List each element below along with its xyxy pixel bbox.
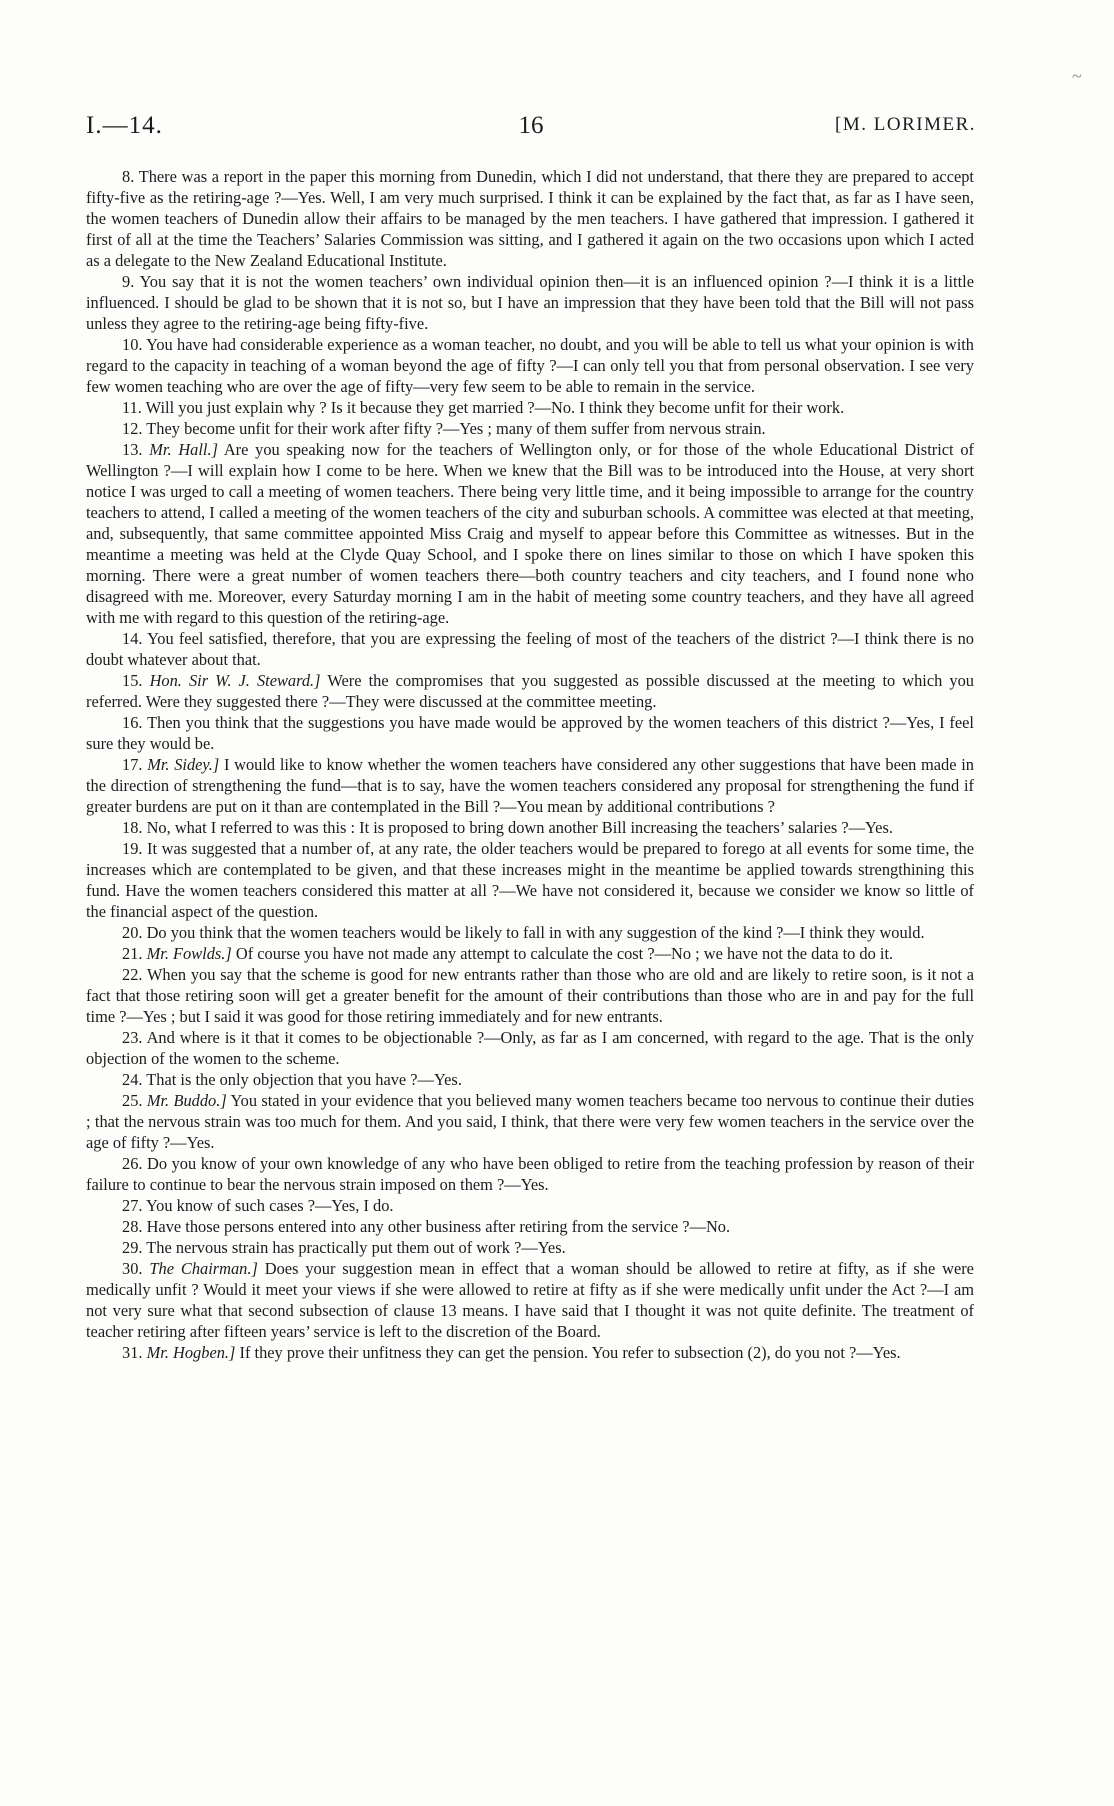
paragraph-text: 18. No, what I referred to was this : It is proposed to bring down another Bill increasing the teachers’ salaries ?—Yes. [122,818,893,837]
question-number: 30. [122,1259,143,1278]
paragraph-text: 9. You say that it is not the women teachers’ own individual opinion then—it is an influenced opinion ?—I think it is a little influenced. I should be glad to be shown that it is not so, but I have an impression that they have been told that the Bill will not pass unless they agree to the retiring-age being fifty-five. [86,272,974,333]
speaker-name: Mr. Buddo.] [146,1091,227,1110]
question-paragraph [86,166,974,271]
question-number: 21. [122,944,143,963]
question-paragraph [86,922,974,943]
question-paragraph [86,1216,974,1237]
paragraph-text: I would like to know whether the women teachers have considered any other suggestions that have been made in the direction of strengthening the fund—that is to say, have the women teachers considered any proposal for strengthening the fund if greater burdens are put on it than are contemplated in the Bill ?—You mean by additional contributions ? [86,755,974,816]
scan-mark: ~ [1072,66,1082,86]
paragraph-text: 23. And where is it that it comes to be objectionable ?—Only, as far as I am concerned, with regard to the age. That is the only objection of the women to the scheme. [86,1028,974,1068]
paragraph-text: 22. When you say that the scheme is good for new entrants rather than those who are old and are likely to retire soon, is it not a fact that those retiring soon will get a greater benefit for the amount of their contributions than those who are in and pay for the full time ?—Yes ; but I said it was good for those retiring immediately and for new entrants. [86,965,974,1026]
document-body [86,166,974,1363]
question-number: 15. [122,671,143,690]
paragraph-text: Were the compromises that you suggested as possible discussed at the meeting to which you referred. Were they suggested there ?—They were discussed at the committee meeting. [86,671,974,711]
question-paragraph [86,712,974,754]
question-paragraph [86,397,974,418]
question-number: 25. [122,1091,143,1110]
speaker-name: Mr. Hogben.] [146,1343,236,1362]
paragraph-text: Are you speaking now for the teachers of Wellington only, or for those of the whole Educational District of Wellington ?—I will explain how I come to be here. When we knew that the Bill was to be introduced into the House, at very short notice I was urged to call a meeting of women teachers. There being very little time, and it being impossible to arrange for the country teachers to attend, I called a meeting of the women teachers of the city and suburban schools. A committee was elected at that meeting, and, subsequently, that same committee appointed Miss Craig and myself to appear before this Committee as witnesses. But in the meantime a meeting was held at the Clyde Quay School, and I spoke there on lines similar to those on which I have spoken this morning. There were a great number of women teachers there—both country teachers and city teachers, and I found none who disagreed with me. Moreover, every Saturday morning I am in the habit of meeting some country teachers, and they have all agreed with me with regard to this question of the retiring-age. [86,440,974,627]
question-number: 13. [122,440,143,459]
question-paragraph [86,1237,974,1258]
speaker-name: Mr. Hall.] [149,440,218,459]
question-paragraph [86,1090,974,1153]
paragraph-text: 14. You feel satisfied, therefore, that you are expressing the feeling of most of the teachers of the district ?—I think there is no doubt whatever about that. [86,629,974,669]
question-paragraph [86,1342,974,1363]
paragraph-text: 19. It was suggested that a number of, at any rate, the older teachers would be prepared to forego at all events for some time, the increases which are contemplated to be given, and that these increases might in the meantime be applied towards strengthining this fund. Have the women teachers considered this matter at all ?—We have not considered it, because we consider we know so little of the financial aspect of the question. [86,839,974,921]
paragraph-text: 11. Will you just explain why ? Is it because they get married ?—No. I think they become unfit for their work. [122,398,845,417]
paragraph-text: 16. Then you think that the suggestions you have made would be approved by the women teachers of this district ?—Yes, I feel sure they would be. [86,713,974,753]
speaker-name: Mr. Fowlds.] [146,944,232,963]
question-paragraph [86,439,974,628]
paragraph-text: 29. The nervous strain has practically put them out of work ?—Yes. [122,1238,566,1257]
paragraph-text: 27. You know of such cases ?—Yes, I do. [122,1196,394,1215]
question-paragraph [86,334,974,397]
question-paragraph [86,1153,974,1195]
paragraph-text: You stated in your evidence that you believed many women teachers became too nervous to continue their duties ; that the nervous strain was too much for them. And you said, I think, that there were very few women teachers in the service over the age of fifty ?—Yes. [86,1091,974,1152]
question-paragraph [86,964,974,1027]
question-paragraph [86,1069,974,1090]
paragraph-text: 24. That is the only objection that you have ?—Yes. [122,1070,462,1089]
witness-name: [M. LORIMER. [835,114,976,135]
question-paragraph [86,670,974,712]
speaker-name: Mr. Sidey.] [147,755,220,774]
question-paragraph [86,943,974,964]
paragraph-text: 28. Have those persons entered into any other business after retiring from the service ?—No. [122,1217,731,1236]
question-paragraph [86,1258,974,1342]
page-header [86,112,976,148]
page-number: 16 [518,112,544,139]
paragraph-text: 26. Do you know of your own knowledge of any who have been obliged to retire from the teaching profession by reason of their failure to continue to bear the nervous strain imposed on them ?—Yes. [86,1154,974,1194]
question-paragraph [86,1027,974,1069]
paragraph-text: 10. You have had considerable experience as a woman teacher, no doubt, and you will be able to tell us what your opinion is with regard to the capacity in teaching of a woman beyond the age of fifty ?—I can only tell you that from personal observation. I see very few women teaching who are over the age of fifty—very few seem to be able to remain in the service. [86,335,974,396]
paragraph-text: 12. They become unfit for their work after fifty ?—Yes ; many of them suffer from nervous strain. [122,419,766,438]
speaker-name: Hon. Sir W. J. Steward.] [149,671,321,690]
question-paragraph [86,418,974,439]
paragraph-text: Of course you have not made any attempt to calculate the cost ?—No ; we have not the data to do it. [235,944,894,963]
paragraph-text: 8. There was a report in the paper this morning from Dunedin, which I did not understand, that there they are prepared to accept fifty-five as the retiring-age ?—Yes. Well, I am very much surprised. I think it can be explained by the fact that, as far as I have seen, the women teachers of Dunedin allow their affairs to be managed by the men teachers. I have gathered that impression. I gathered it first of all at the time the Teachers’ Salaries Commission was sitting, and I gathered it again on the two occasions upon which I acted as a delegate to the New Zealand Educational Institute. [86,167,974,270]
speaker-name: The Chairman.] [149,1259,258,1278]
question-paragraph [86,817,974,838]
question-number: 31. [122,1343,143,1362]
paragraph-text: 20. Do you think that the women teachers would be likely to fall in with any suggestion of the kind ?—I think they would. [122,923,925,942]
question-number: 17. [122,755,143,774]
question-paragraph [86,838,974,922]
question-paragraph [86,628,974,670]
question-paragraph [86,1195,974,1216]
question-paragraph [86,271,974,334]
report-reference: I.—14. [86,112,163,139]
paragraph-text: If they prove their unfitness they can get the pension. You refer to subsection (2), do you not ?—Yes. [239,1343,901,1362]
question-paragraph [86,754,974,817]
paragraph-text: Does your suggestion mean in effect that a woman should be allowed to retire at fifty, as if she were medically unfit ? Would it meet your views if she were allowed to retire at fifty as if she were medically unfit under the Act ?—I am not very sure what that second subsection of clause 13 means. I have said that I thought it was not quite definite. The treatment of teacher retiring after fifteen years’ service is left to the discretion of the Board. [86,1259,974,1341]
